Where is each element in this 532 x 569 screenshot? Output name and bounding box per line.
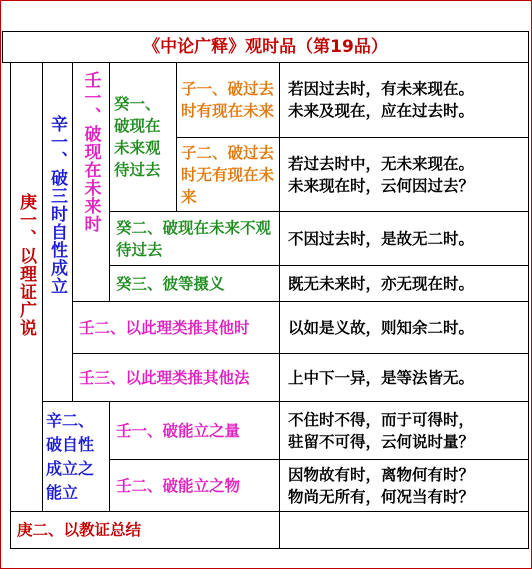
- ren2-label: 壬二、以此理类推其他时: [79, 318, 250, 337]
- gui1-label: 癸一、破现在未来观待过去: [114, 95, 161, 179]
- gui3-cell: [109, 265, 280, 302]
- zi1-label: 子一、破过去时有现在未来: [181, 80, 275, 120]
- verse-5-cell: [279, 301, 529, 354]
- zi2-cell: [176, 137, 280, 212]
- verse-7-line-1: 不住时不得，而于可得时，: [288, 410, 475, 429]
- ren2-cell: [72, 301, 280, 354]
- ren1-label: 壬一、破现在未来时: [80, 71, 101, 233]
- geng1-cell: [10, 62, 43, 512]
- geng2-cell: [10, 511, 280, 549]
- page-title: 《中论广释》观时品（第19品）: [2, 31, 529, 63]
- verse-5-line: 以如是义故，则知余二时。: [288, 318, 475, 337]
- gui2-cell: [109, 211, 280, 266]
- verse-8-line-1: 因物故有时，离物何有时？: [288, 465, 475, 484]
- verse-1-line-1: 若因过去时，有未来现在。: [288, 80, 475, 98]
- verse-8-line-2: 物尚无所有，何况当有时？: [288, 487, 475, 506]
- xin1-label: 辛一、破三时自性成立: [47, 115, 67, 295]
- xin2-label: 辛二、破自性成立之能立: [46, 410, 95, 502]
- verse-2-cell: [279, 137, 529, 212]
- verse-7-cell: [279, 401, 529, 460]
- gui1-cell: [109, 62, 177, 212]
- verse-empty-cell: [279, 511, 529, 549]
- geng1-label: 庚一、以理证广说: [16, 193, 36, 337]
- gui2-label: 癸二、破现在未来不观待过去: [116, 218, 272, 259]
- ren3-cell: [72, 353, 280, 402]
- verse-2-line-2: 未来现在时，云何因过去？: [288, 176, 475, 195]
- verse-1-line-2: 未来及现在，应在过去时。: [288, 102, 475, 120]
- zi2-label: 子二、破过去时无有现在未来: [181, 143, 275, 206]
- zi1-cell: [176, 62, 280, 138]
- xin2-ren2-cell: [109, 459, 280, 512]
- ren1-cell: [72, 62, 110, 302]
- verse-6-cell: [279, 353, 529, 402]
- verse-3-cell: [279, 211, 529, 266]
- xin2-ren1-label: 壬一、破能立之量: [116, 421, 241, 440]
- verse-4-line: 既无未来时，亦无现在时。: [288, 274, 475, 293]
- xin2-ren2-label: 壬二、破能立之物: [116, 476, 241, 495]
- xin2-cell: [42, 401, 110, 512]
- verse-3-line: 不因过去时，是故无二时。: [288, 229, 475, 248]
- gui3-label: 癸三、彼等摄义: [116, 274, 225, 293]
- ren3-label: 壬三、以此理类推其他法: [79, 368, 250, 387]
- geng2-label: 庚二、以教证总结: [17, 521, 142, 539]
- verse-6-line: 上中下一异，是等法皆无。: [288, 368, 475, 387]
- xin1-cell: [42, 62, 73, 402]
- verse-8-cell: [279, 459, 529, 512]
- xin2-ren1-cell: [109, 401, 280, 460]
- verse-2-line-1: 若过去时中，无未来现在。: [288, 154, 475, 173]
- verse-1-cell: [279, 62, 529, 138]
- verse-7-line-2: 驻留不可得，云何说时量？: [288, 432, 475, 451]
- verse-4-cell: [279, 265, 529, 302]
